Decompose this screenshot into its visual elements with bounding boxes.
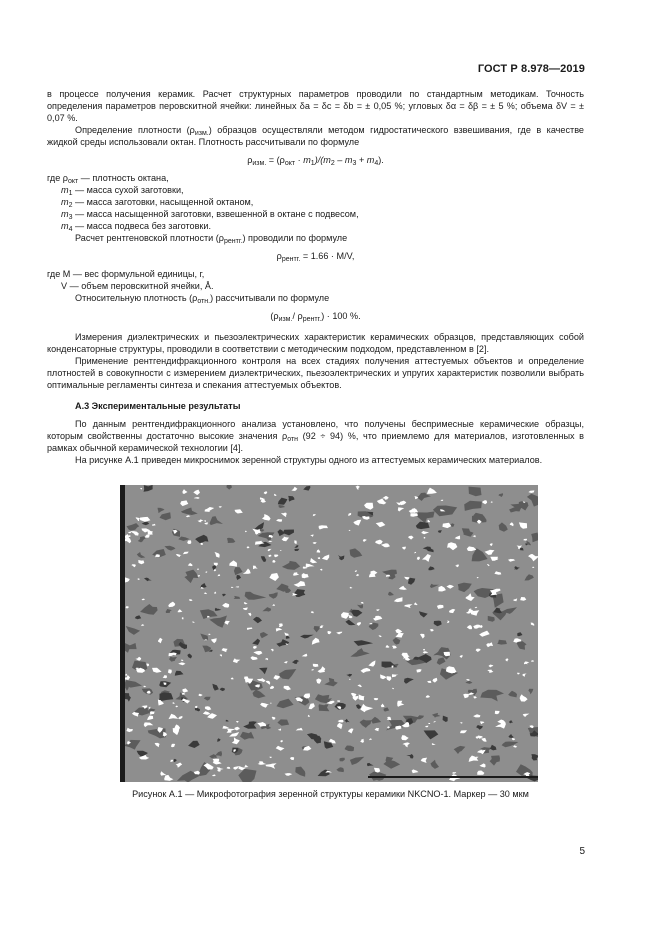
- formula-density-relative: ($\rho_{изм.}/$ $\rho_{рентг.}) \cdot 100$ %.: [270, 311, 361, 323]
- def-m4: $m_4$ — масса подвеса без заготовки.: [61, 221, 212, 233]
- paragraph-6: Применение рентгендифракционного контроля на всех стадиях получения аттестуемых объектов и определение плотностей в совокупности с измерением диэлектрических, пьезоэлектрических и упругих характеристик позволили выбрать оптимальные регламенты синтеза и спекания аттестуемых объектов.: [47, 356, 584, 390]
- body-text: [47, 88, 584, 466]
- def-m2: $m_2$ — масса заготовки, насыщенной октаном,: [61, 197, 254, 209]
- formula-density-measured: $\rho_{изм.} = (\rho_{окт} \cdot m_1)/(m_2 - m_3 + m_4)$.: [247, 155, 384, 167]
- def-m3: $m_3$ — масса насыщенной заготовки, взвешенной в октане с подвесом,: [61, 209, 359, 221]
- formula-density-xray: $\rho_{рентг.} = 1.66 \cdot M/V$,: [276, 251, 355, 263]
- figure-caption: Рисунок А.1 — Микрофотография зеренной структуры керамики NKCNO-1. Маркер — 30 мкм: [132, 789, 529, 799]
- paragraph-1: в процессе получения керамик. Расчет структурных параметров проводили по стандартным методикам. Точность определения параметров перовскитной ячейки: линейных δa = δc = δb = ± 0,05 %; угловых δα = δβ = ± 5 %; объема δV = ± 0,07 %.: [47, 89, 584, 123]
- section-heading: А.3 Экспериментальные результаты: [75, 401, 241, 411]
- page-number: 5: [579, 846, 585, 857]
- paragraph-8: На рисунке А.1 приведен микроснимок зеренной структуры одного из аттестуемых керамических материалов.: [75, 455, 543, 465]
- standard-header: ГОСТ Р 8.978—2019: [477, 63, 585, 75]
- paragraph-4: Относительную плотность $(\rho_{отн.})$ рассчитывали по формуле: [75, 293, 330, 305]
- micrograph-image: [120, 485, 538, 782]
- paragraph-5: Измерения диэлектрических и пьезоэлектрических характеристик керамических образцов, представляющих собой конденсаторные структуры, проводили в соответствии с методическим подходом, представленном в [2].: [47, 332, 584, 354]
- where-cell-volume: V — объем перовскитной ячейки, Å.: [61, 281, 214, 291]
- pore-spot: [207, 616, 210, 618]
- where-molar-weight: где M — вес формульной единицы, г,: [47, 269, 205, 279]
- paragraph-2: Определение плотности $(\rho_{изм.})$ образцов осуществляли методом гидростатического взвешивания, где в качестве жидкой среды использовали октан. Плотность рассчитывали по формуле: [47, 125, 584, 147]
- paragraph-3: Расчет рентгеновской плотности $(\rho_{рентг.})$ проводили по формуле: [75, 233, 348, 245]
- where-octane: где $\rho_{окт}$ — плотность октана,: [47, 173, 169, 185]
- paragraph-7: По данным рентгендифракционного анализа установлено, что получены беспримесные керамические образцы, которым свойственны достаточно высокие значения $\rho_{отн}$ (92 ÷ 94) %, что приемлемо для материалов, изготовленных в рамках обычной керамической технологии [4].: [47, 419, 584, 453]
- pore-spot: [155, 554, 160, 557]
- def-m1: $m_1$ — масса сухой заготовки,: [61, 185, 184, 197]
